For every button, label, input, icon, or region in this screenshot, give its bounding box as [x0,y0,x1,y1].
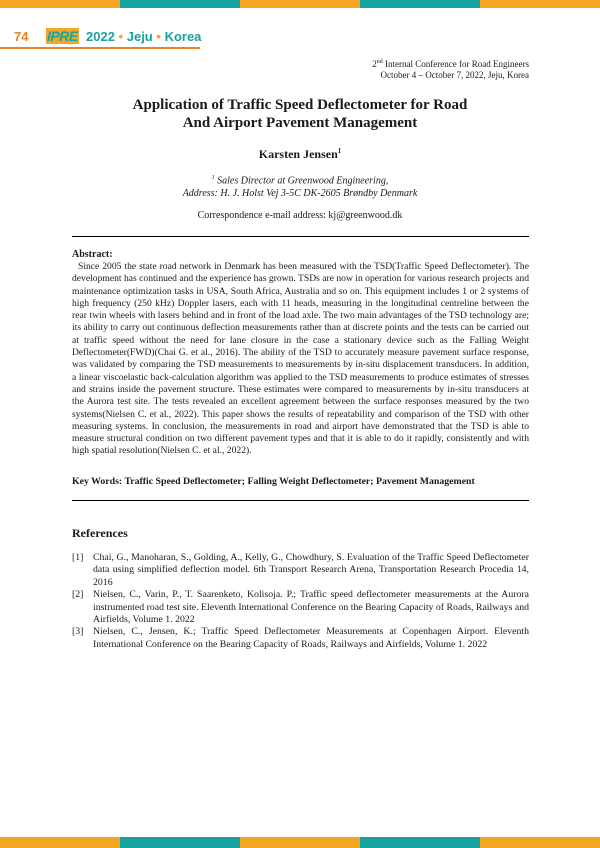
divider-top [72,236,529,237]
correspondence-email: Correspondence e-mail address: kj@greenwood.dk [197,210,403,221]
header-underline [0,47,200,49]
references-heading: References [72,526,128,540]
keywords: Key Words: Traffic Speed Deflectometer; Falling Weight Deflectometer; Pavement Management [72,476,475,487]
list-item: [3] Nielsen, C., Jensen, K.; Traffic Speed Deflectometer Measurements at Copenhagen Airport. Eleventh International Conference on the Bearing Capacity of Roads, Railways and Airfields, Volume 1. 2022 [72,626,529,650]
list-item: [1] Chai, G., Manoharan, S., Golding, A., Kelly, G., Chowdhury, S. Evaluation of the Traffic Speed Deflectometer data using simplified deflection model. 6th Transport Research Arena, Transportation Research Procedia 14, 2016 [72,552,529,588]
top-color-bar [0,0,600,8]
bottom-color-bar [0,837,600,848]
author-name: Karsten Jensen$^1$ [258,147,342,161]
conference-header [0,20,600,48]
divider-bottom [72,500,529,501]
abstract-label: Abstract: [72,249,113,260]
conference-tag: 2022 • Jeju • Korea [86,29,202,44]
reference-list [72,552,529,651]
conference-logo: IPRE [47,28,78,44]
running-head: 2nd Internal Conference for Road Engineers October 4 – October 7, 2022, Jeju, Korea [372,59,529,80]
abstract-text: Since 2005 the state road network in Denmark has been measured with the TSD(Traffic Speed Deflectometer). The development has continued and the experience has grown. TSDs are now in operation for various research projects and maintenance optimization tasks in USA, South Africa, Australia and so on. This equipment includes 1 or 2 systems of high frequency (250 kHz) Doppler lasers, each with 11 heads, measuring in the longitudinal centreline between the rear twin wheels with lasers behind and in front of the load axle. The two main advantages of the TSD technology are; its ability to carry out continuous deflection measurements rather than at discrete points and the tests can be carried out at traffic speed without the need for lane closure in the case a stationary device such as the Falling Weight Deflectometer(FWD)(Chai G. et al., 2016). The ability of the TSD to accurately measure pavement surface response, was validated by comparing the TSD measurements to measurements by in-situ displacement transducers. In addition, a linear viscoelastic back-calculation algorithm was applied to the TSD measurements to produce estimates of stresses and strains inside the pavement structure. These estimates were compared to measurements by in-situ transducers at the Aurora test site. The tests revealed an excellent agreement between the surface responses measured by the two systems(Nielsen C. et al., 2022). This paper shows the results of repeatability and comparison of the TSD with other measuring systems. In conclusion, the measurements in road and airport have demonstrated that the TSD is able to measure structural condition on two different pavement types and that it is able to do it rapidly, consistently and with high spatial resolution(Nielsen C. et al., 2022). [72,261,529,457]
paper-title: Application of Traffic Speed Deflectometer for Road And Airport Pavement Management [132,97,468,131]
affiliation: $^1$ Sales Director at Greenwood Engineering, Address: H. J. Holst Vej 3-5C DK-2605 Brøndby Denmark [182,175,418,200]
page-number: 74 [14,29,29,44]
list-item: [2] Nielsen, C., Varin, P., T. Saarenketo, Kolisoja. P.; Traffic speed deflectometer measurements at the Aurora instrumented road test site. Eleventh International Conference on the Bearing Capacity of Roads, Railways and Airfields, Volume 1. 2022 [72,589,529,626]
